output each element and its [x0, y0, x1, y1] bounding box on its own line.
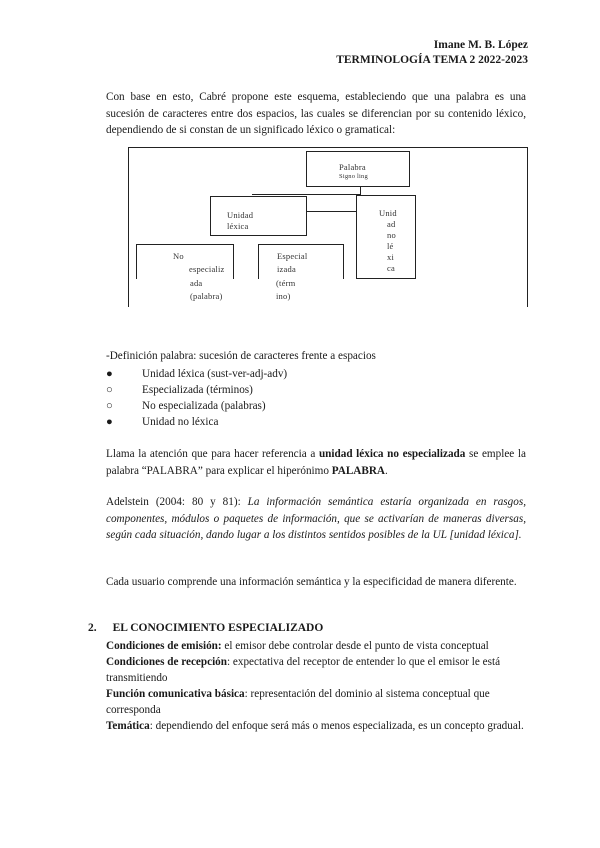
attention-bold-word: PALABRA	[331, 464, 385, 477]
section-item-funcion	[106, 686, 526, 718]
no-esp-line2: especializ	[189, 264, 225, 274]
no-lexica-line2: ad	[387, 219, 396, 229]
attention-mid: se emplee la palabra “PALABRA” para explicar el hiperónimo	[106, 448, 526, 477]
diagram-frame-right	[527, 147, 528, 307]
quote-text: La información semántica estaría organizada en rasgos, componentes, módulos o paquetes de información, que se activarían de maneras diversas, según cada situación, dando lugar a los distintos sentidos posibles de la UL [unidad léxica].	[106, 496, 527, 541]
no-lexica-line3: no	[387, 230, 396, 240]
header-course: TERMINOLOGÍA TEMA 2 2022-2023	[336, 54, 528, 66]
list-item	[106, 398, 266, 414]
item-text: : representación del dominio al sistema conceptual que corresponda	[106, 688, 490, 716]
list-text: No especializada (palabras)	[142, 400, 266, 412]
bullet-hollow: ○	[106, 400, 113, 412]
item-label: Condiciones de emisión:	[106, 640, 222, 652]
palabra-box	[306, 151, 410, 187]
definition-line: -Definición palabra: sucesión de caracteres frente a espacios	[106, 350, 376, 362]
palabra-sub: Signo ling	[339, 173, 368, 180]
connector-h2	[305, 211, 361, 212]
item-label: Temática	[106, 720, 150, 732]
bullet-filled: ●	[106, 368, 113, 380]
diagram-frame-left	[128, 147, 129, 307]
esp-line3: (térm	[276, 278, 296, 288]
section-title: EL CONOCIMIENTO ESPECIALIZADO	[112, 622, 324, 634]
palabra-label: Palabra	[339, 162, 366, 172]
list-text: Especializada (términos)	[142, 384, 253, 396]
section-item-tematica	[106, 718, 526, 734]
no-esp-line4: (palabra)	[190, 291, 223, 301]
attention-bold-term: unidad léxica no especializada	[318, 448, 466, 460]
unidad-lexica-line1: Unidad	[227, 210, 254, 220]
unidad-no-lexica-box	[356, 195, 416, 279]
attention-pre: Llama la atención que para hacer referencia a	[106, 448, 319, 460]
no-especializada-box	[136, 244, 234, 279]
no-esp-line1: No	[173, 251, 184, 261]
item-text: : dependiendo del enfoque será más o menos especializada, es un concepto gradual.	[149, 720, 524, 732]
item-text: : expectativa del receptor de entender lo que el emisor le está transmitiendo	[106, 656, 501, 684]
user-paragraph: Cada usuario comprende una información semántica y la especificidad de manera diferente.	[106, 576, 517, 588]
no-lexica-line5: xi	[387, 252, 395, 262]
section-item-recepcion	[106, 654, 526, 686]
intro-paragraph: Con base en esto, Cabré propone este esquema, estableciendo que una palabra es una sucesión de caracteres entre dos espacios, las cuales se diferencian por su contenido léxico, dependiendo de si constan de un significado léxico o gramatical:	[106, 91, 526, 136]
especializada-box	[258, 244, 344, 279]
section-heading	[88, 622, 323, 634]
no-lexica-line6: ca	[387, 263, 395, 273]
header-author: Imane M. B. López	[433, 39, 528, 51]
no-lexica-line4: lé	[387, 241, 394, 251]
bullet-filled: ●	[106, 416, 113, 428]
esp-line4: ino)	[276, 291, 291, 301]
list-text: Unidad no léxica	[142, 416, 219, 428]
quote-source: Adelstein (2004: 80 y 81):	[106, 496, 248, 508]
diagram-frame-top	[128, 147, 528, 148]
attention-end: .	[385, 464, 388, 477]
list-item	[106, 414, 218, 430]
esp-line1: Especial	[277, 251, 308, 261]
list-text: Unidad léxica (sust-ver-adj-adv)	[142, 368, 288, 380]
esp-line2: izada	[277, 264, 296, 274]
no-lexica-line1: Unid	[379, 208, 397, 218]
list-item	[106, 382, 253, 398]
section-number: 2.	[88, 622, 97, 634]
no-esp-line3: ada	[190, 278, 203, 288]
connector-h	[252, 194, 360, 195]
unidad-lexica-line2: léxica	[227, 221, 249, 231]
unidad-lexica-box	[210, 196, 307, 236]
quote-paragraph	[106, 494, 526, 544]
item-label: Función comunicativa básica	[106, 688, 245, 700]
item-text: el emisor debe controlar desde el punto de vista conceptual	[221, 640, 489, 652]
section-item-emision	[106, 638, 526, 654]
bullet-hollow: ○	[106, 384, 113, 396]
item-label: Condiciones de recepción	[106, 656, 227, 668]
attention-paragraph	[106, 446, 526, 479]
word-diagram	[128, 147, 528, 307]
list-item	[106, 366, 287, 382]
